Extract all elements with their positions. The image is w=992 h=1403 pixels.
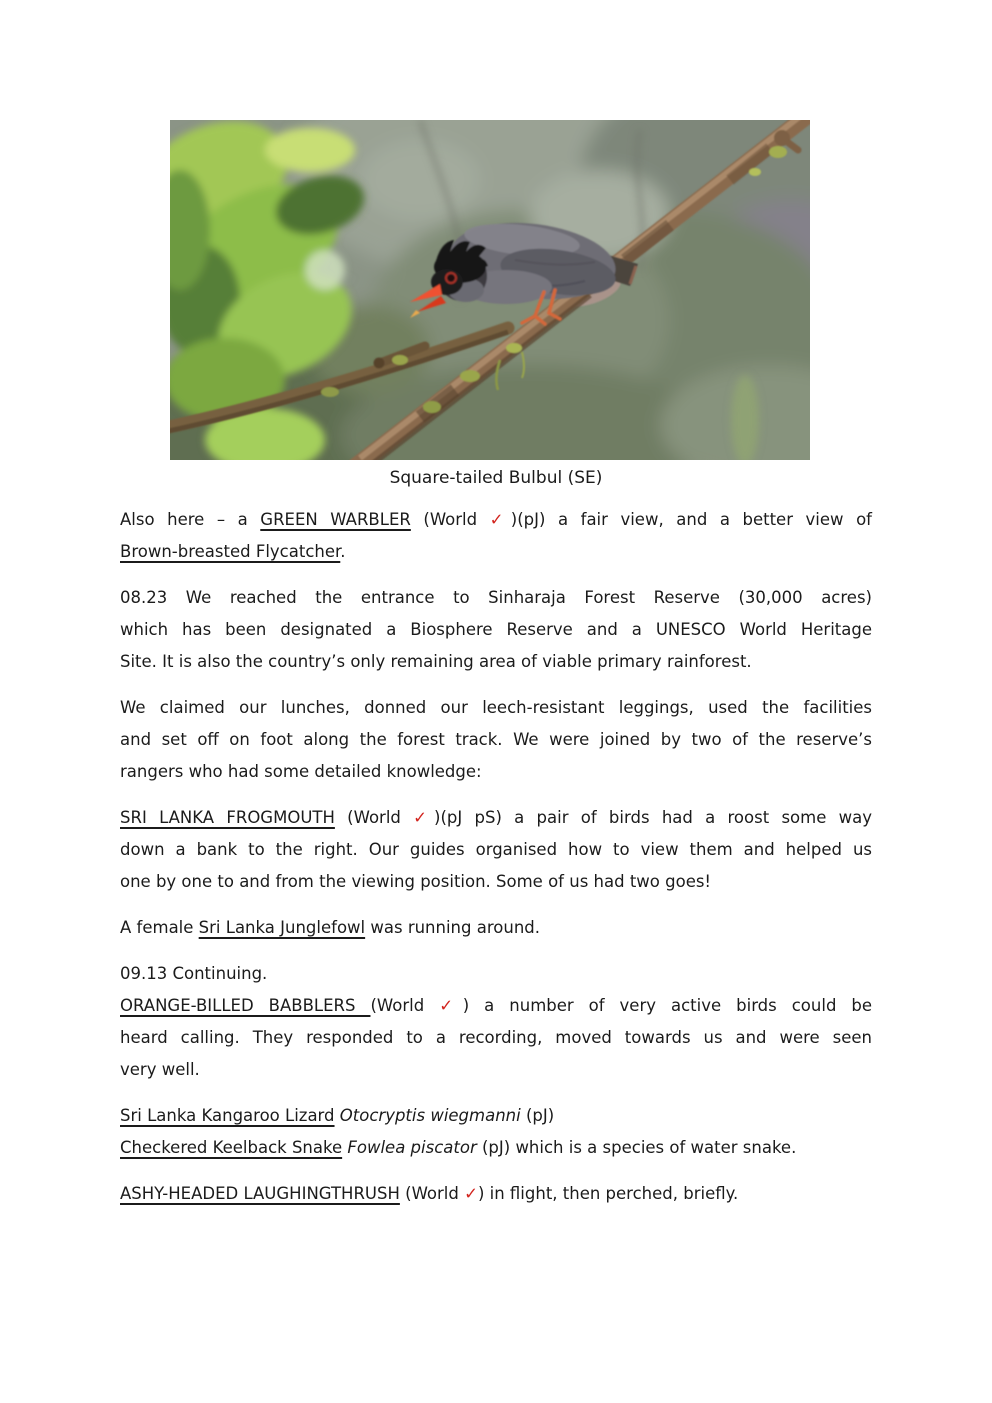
text-run: Site. It is also the country’s only remaining area of viable primary rainforest. xyxy=(120,652,752,671)
text-line xyxy=(120,866,872,898)
text-run: (World xyxy=(399,1184,465,1203)
red-checkmark: ✓ xyxy=(464,1184,478,1203)
text-run: one by one to and from the viewing position. Some of us had two goes! xyxy=(120,872,712,891)
photo-figure xyxy=(170,120,810,460)
paragraph-sinharaja-arrival xyxy=(120,582,872,678)
text-run: )(pJ pS) a pair of birds had a roost some way xyxy=(434,808,873,827)
text-run: 09.13 Continuing. xyxy=(120,964,268,983)
text-run: (World xyxy=(370,996,440,1015)
text-run: ) in flight, then perched, briefly. xyxy=(477,1184,739,1203)
text-line xyxy=(120,912,872,944)
text-line xyxy=(120,756,872,788)
underlined-text: Brown-breasted Flycatcher xyxy=(120,542,341,561)
text-run: We claimed our lunches, donned our leech-resistant leggings, used the facilities xyxy=(120,698,872,717)
underlined-text: ORANGE-BILLED BABBLERS xyxy=(120,996,371,1015)
paragraph-lunches-leggings xyxy=(120,692,872,788)
text-run: A female xyxy=(120,918,199,937)
paragraph-frogmouth xyxy=(120,802,872,898)
underlined-text: Checkered Keelback Snake xyxy=(120,1138,343,1157)
text-run: down a bank to the right. Our guides organised how to view them and helped us xyxy=(120,840,872,859)
text-run: . xyxy=(340,542,346,561)
underlined-text: SRI LANKA FROGMOUTH xyxy=(120,808,335,827)
paragraphs xyxy=(120,504,872,1210)
text-line xyxy=(120,724,872,756)
text-line xyxy=(120,504,872,536)
text-line xyxy=(120,692,872,724)
italic-text: Fowlea piscator xyxy=(347,1138,477,1157)
paragraph-lizard-snake xyxy=(120,1100,872,1164)
text-line xyxy=(120,958,872,990)
text-line xyxy=(120,614,872,646)
text-run: Also here – a xyxy=(120,510,261,529)
bulbul-photo xyxy=(170,120,810,460)
text-line xyxy=(120,1022,872,1054)
text-line xyxy=(120,990,872,1022)
paragraph-junglefowl xyxy=(120,912,872,944)
text-run: 08.23 We reached the entrance to Sinharaja Forest Reserve (30,000 acres) xyxy=(120,588,872,607)
underlined-text: GREEN WARBLER xyxy=(260,510,411,529)
photo-caption: Square-tailed Bulbul (SE) xyxy=(389,468,603,488)
text-line xyxy=(120,646,872,678)
red-checkmark: ✓ xyxy=(439,996,463,1015)
text-line xyxy=(120,1178,872,1210)
text-run: rangers who had some detailed knowledge: xyxy=(120,762,482,781)
text-run: (World xyxy=(334,808,414,827)
underlined-text: Sri Lanka Kangaroo Lizard xyxy=(120,1106,335,1125)
text-run: (pJ) which is a species of water snake. xyxy=(476,1138,797,1157)
text-run: and set off on foot along the forest track. We were joined by two of the reserve’s xyxy=(120,730,872,749)
text-line xyxy=(120,1100,872,1132)
paragraph-babblers xyxy=(120,958,872,1086)
italic-text: Otocryptis wiegmanni xyxy=(339,1106,521,1125)
text-line xyxy=(120,1054,872,1086)
red-checkmark: ✓ xyxy=(489,510,511,529)
text-run: very well. xyxy=(120,1060,200,1079)
paragraph-also-here xyxy=(120,504,872,568)
text-run: heard calling. They responded to a recording, moved towards us and were seen xyxy=(120,1028,872,1047)
underlined-text: Sri Lanka Junglefowl xyxy=(198,918,366,937)
text-line xyxy=(120,802,872,834)
text-run: ) a number of very active birds could be xyxy=(462,996,873,1015)
text-run: (pJ) xyxy=(520,1106,555,1125)
text-line xyxy=(120,536,872,568)
text-line xyxy=(120,582,872,614)
text-run: which has been designated a Biosphere Reserve and a UNESCO World Heritage xyxy=(120,620,872,639)
text-line xyxy=(120,1132,872,1164)
content xyxy=(120,464,872,1224)
text-line xyxy=(120,834,872,866)
text-run: (World xyxy=(410,510,490,529)
text-run: was running around. xyxy=(365,918,540,937)
text-run: )(pJ) a fair view, and a better view of xyxy=(510,510,872,529)
paragraph-laughingthrush xyxy=(120,1178,872,1210)
red-checkmark: ✓ xyxy=(413,808,435,827)
underlined-text: ASHY-HEADED LAUGHINGTHRUSH xyxy=(120,1184,400,1203)
